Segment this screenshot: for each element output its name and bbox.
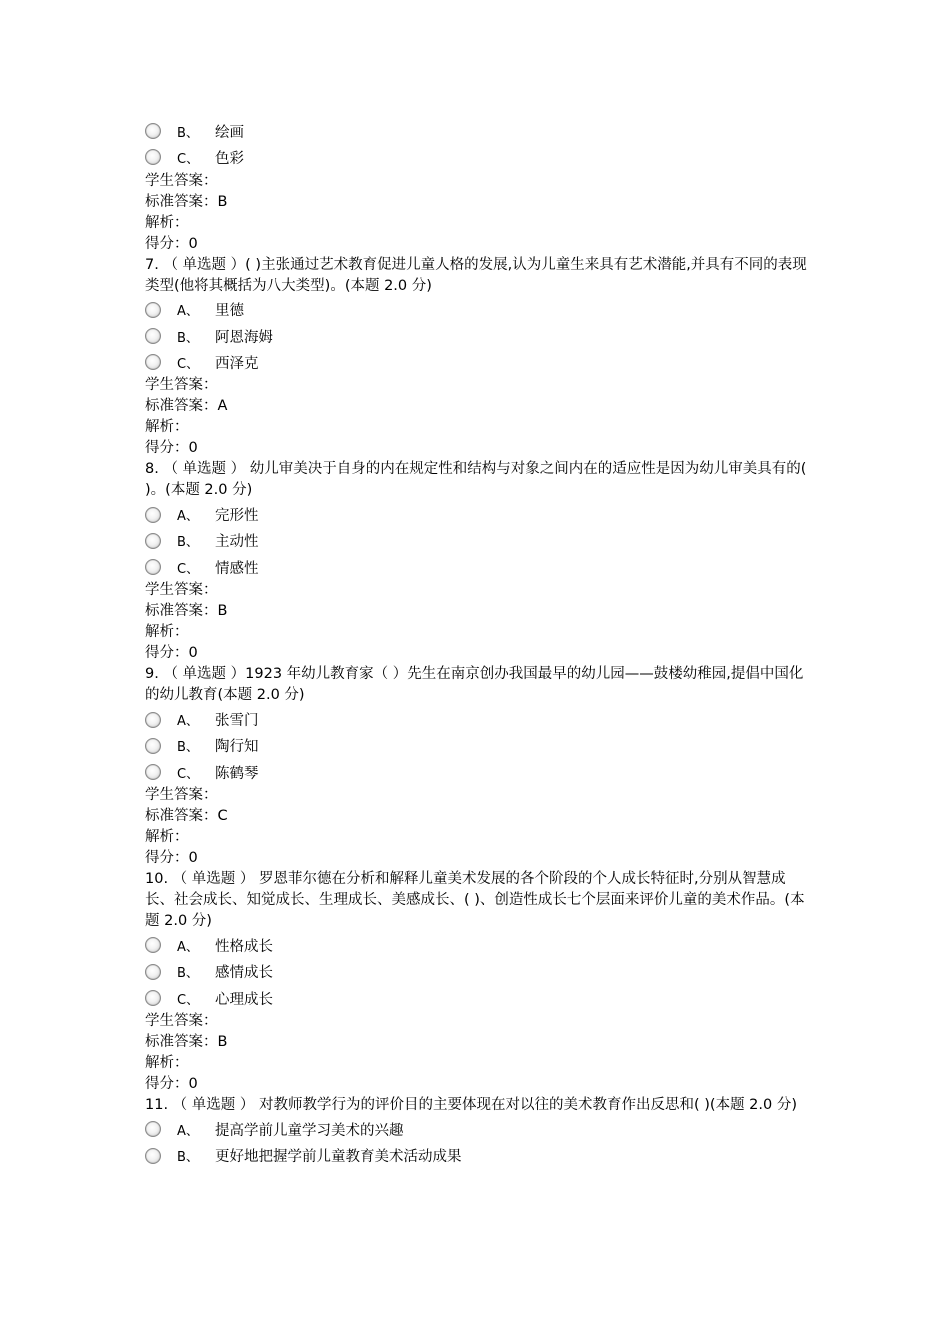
radio-button-icon[interactable] xyxy=(145,764,161,780)
question-block xyxy=(145,459,810,664)
option-letter: A、 xyxy=(177,714,199,730)
score: 得分：0 xyxy=(145,850,198,867)
option-text: 绘画 xyxy=(215,124,244,141)
question-block xyxy=(145,664,810,869)
option-letter: A、 xyxy=(177,1123,199,1139)
option-text: 主动性 xyxy=(215,534,259,551)
radio-button-icon[interactable] xyxy=(145,1148,161,1164)
radio-button-icon[interactable] xyxy=(145,149,161,165)
option-row[interactable] xyxy=(145,706,810,732)
option-letter: B、 xyxy=(177,740,199,756)
carryover-block xyxy=(145,118,810,255)
option-row[interactable] xyxy=(145,759,810,785)
option-text: 提高学前儿童学习美术的兴趣 xyxy=(215,1122,404,1139)
question-block xyxy=(145,255,810,460)
option-letter: B、 xyxy=(177,1150,199,1166)
question-text: 9. （ 单选题 ）1923 年幼儿教育家（ ）先生在南京创办我国最早的幼儿园——鼓楼幼稚园,提倡中国化的幼儿教育(本题 2.0 分) xyxy=(145,666,804,704)
question-text: 10. （ 单选题 ） 罗恩菲尔德在分析和解释儿童美术发展的各个阶段的个人成长特征时,分别从智慧成长、社会成长、知觉成长、生理成长、美感成长、( )、创造性成长七个层面来评价儿童的美术作品。(本题 2.0 分) xyxy=(145,871,805,930)
option-letter: A、 xyxy=(177,304,199,320)
option-letter: C、 xyxy=(177,561,200,577)
option-row[interactable] xyxy=(145,1116,810,1142)
standard-answer: 标准答案：B xyxy=(145,603,228,620)
question-text: 11. （ 单选题 ） 对教师教学行为的评价目的主要体现在对以往的美术教育作出反思和( )(本题 2.0 分) xyxy=(145,1097,798,1114)
option-text: 色彩 xyxy=(215,150,244,167)
option-row[interactable] xyxy=(145,985,810,1011)
option-letter: C、 xyxy=(177,356,200,372)
standard-answer: 标准答案：B xyxy=(145,1034,228,1051)
option-letter: C、 xyxy=(177,151,200,167)
question-block xyxy=(145,869,810,1095)
student-answer: 学生答案： xyxy=(145,787,218,804)
option-row[interactable] xyxy=(145,349,810,375)
option-letter: B、 xyxy=(177,125,199,141)
student-answer: 学生答案： xyxy=(145,582,218,599)
standard-answer: 标准答案：B xyxy=(145,193,228,210)
score: 得分：0 xyxy=(145,235,198,252)
radio-button-icon[interactable] xyxy=(145,123,161,139)
question-text: 7. （ 单选题 ）( )主张通过艺术教育促进儿童人格的发展,认为儿童生来具有艺术潜能,并具有不同的表现类型(他将其概括为八大类型)。(本题 2.0 分) xyxy=(145,256,807,294)
radio-button-icon[interactable] xyxy=(145,738,161,754)
standard-answer: 标准答案：A xyxy=(145,398,228,415)
option-row[interactable] xyxy=(145,959,810,985)
option-text: 更好地把握学前儿童教育美术活动成果 xyxy=(215,1149,462,1166)
option-row[interactable] xyxy=(145,932,810,958)
question-block xyxy=(145,1095,810,1169)
analysis: 解析： xyxy=(145,1055,189,1072)
analysis: 解析： xyxy=(145,214,189,231)
radio-button-icon[interactable] xyxy=(145,559,161,575)
option-letter: B、 xyxy=(177,330,199,346)
option-row[interactable] xyxy=(145,144,810,170)
option-letter: B、 xyxy=(177,535,199,551)
option-row[interactable] xyxy=(145,501,810,527)
radio-button-icon[interactable] xyxy=(145,990,161,1006)
radio-button-icon[interactable] xyxy=(145,712,161,728)
analysis: 解析： xyxy=(145,829,189,846)
option-row[interactable] xyxy=(145,733,810,759)
radio-button-icon[interactable] xyxy=(145,507,161,523)
question-text: 8. （ 单选题 ） 幼儿审美决于自身的内在规定性和结构与对象之间内在的适应性是因为幼儿审美具有的( )。(本题 2.0 分) xyxy=(145,461,807,499)
radio-button-icon[interactable] xyxy=(145,964,161,980)
option-letter: A、 xyxy=(177,939,199,955)
option-letter: A、 xyxy=(177,509,199,525)
option-row[interactable] xyxy=(145,1142,810,1168)
option-letter: C、 xyxy=(177,766,200,782)
option-text: 里德 xyxy=(215,303,244,320)
option-text: 心理成长 xyxy=(215,991,273,1008)
radio-button-icon[interactable] xyxy=(145,1121,161,1137)
option-row[interactable] xyxy=(145,528,810,554)
option-text: 感情成长 xyxy=(215,965,273,982)
student-answer: 学生答案： xyxy=(145,1013,218,1030)
score: 得分：0 xyxy=(145,440,198,457)
option-text: 完形性 xyxy=(215,508,259,525)
standard-answer: 标准答案：C xyxy=(145,808,228,825)
option-text: 张雪门 xyxy=(215,713,259,730)
radio-button-icon[interactable] xyxy=(145,354,161,370)
option-letter: C、 xyxy=(177,992,200,1008)
option-text: 性格成长 xyxy=(215,938,273,955)
option-row[interactable] xyxy=(145,118,810,144)
student-answer: 学生答案： xyxy=(145,172,218,189)
radio-button-icon[interactable] xyxy=(145,937,161,953)
option-row[interactable] xyxy=(145,554,810,580)
option-text: 陈鹤琴 xyxy=(215,765,259,782)
option-letter: B、 xyxy=(177,966,199,982)
option-row[interactable] xyxy=(145,297,810,323)
quiz-document xyxy=(145,118,810,1169)
score: 得分：0 xyxy=(145,645,198,662)
radio-button-icon[interactable] xyxy=(145,328,161,344)
option-text: 西泽克 xyxy=(215,355,259,372)
radio-button-icon[interactable] xyxy=(145,302,161,318)
analysis: 解析： xyxy=(145,624,189,641)
student-answer: 学生答案： xyxy=(145,377,218,394)
option-text: 陶行知 xyxy=(215,739,259,756)
radio-button-icon[interactable] xyxy=(145,533,161,549)
option-row[interactable] xyxy=(145,323,810,349)
option-text: 情感性 xyxy=(215,560,259,577)
option-text: 阿恩海姆 xyxy=(215,329,273,346)
score: 得分：0 xyxy=(145,1076,198,1093)
analysis: 解析： xyxy=(145,419,189,436)
